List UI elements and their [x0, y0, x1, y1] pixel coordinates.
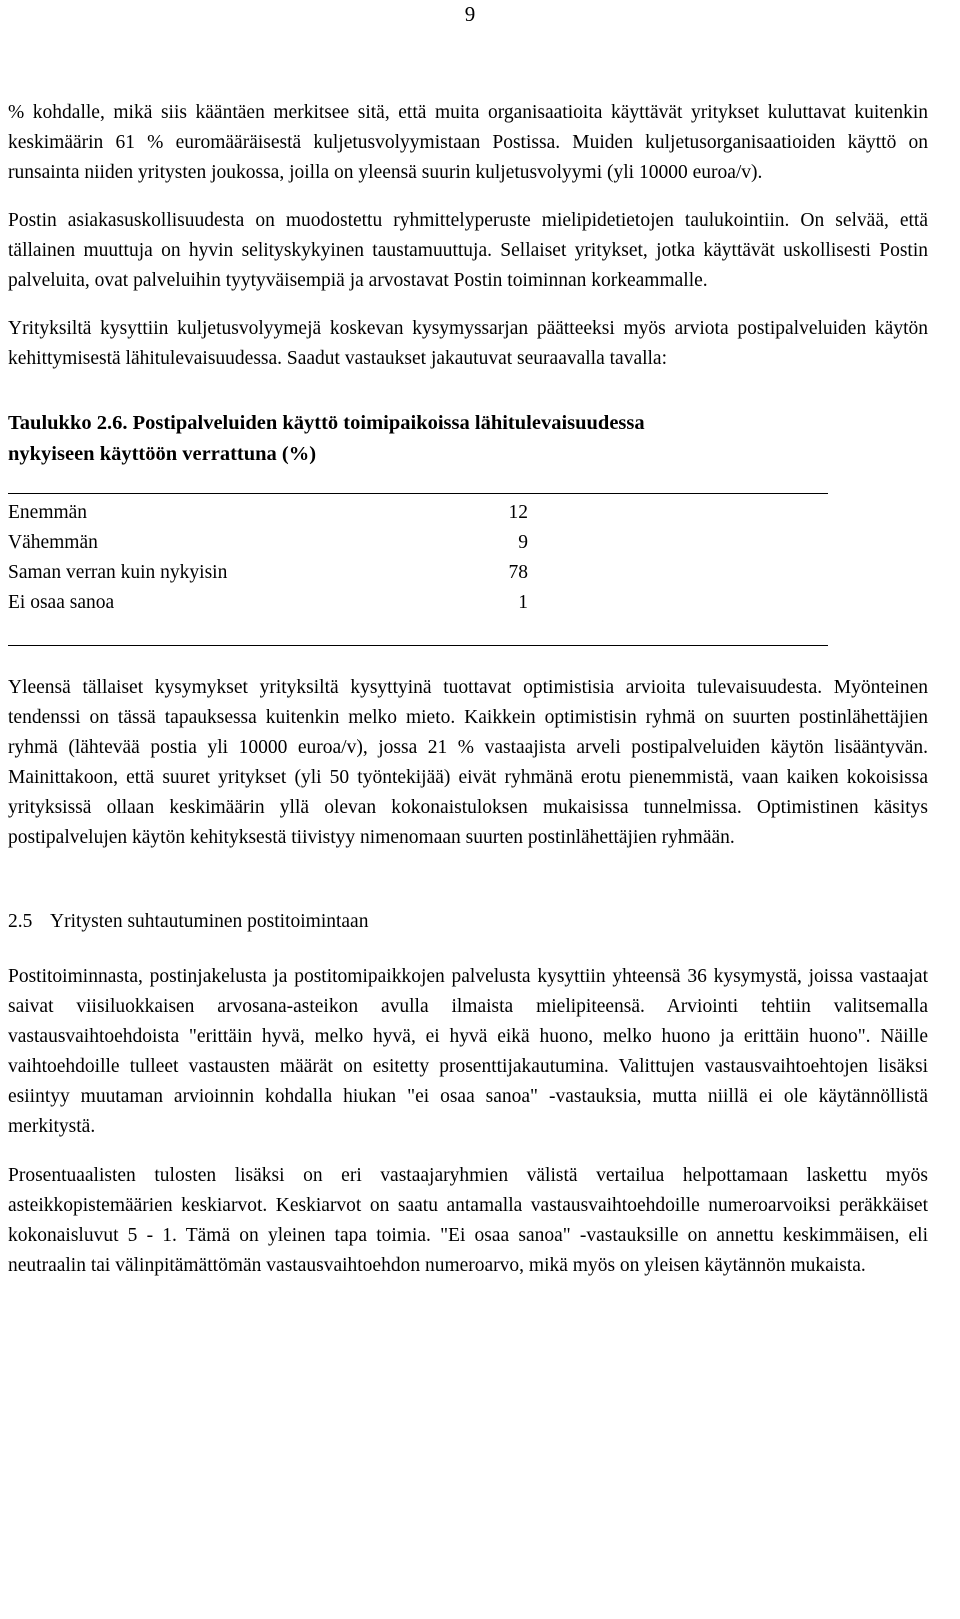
page-number: 9 — [464, 2, 476, 26]
table-row — [8, 528, 928, 558]
row-label: Enemmän — [8, 502, 88, 523]
document-body — [8, 98, 928, 1281]
section-number: 2.5 — [8, 911, 33, 932]
paragraph-rating-scale: Postitoiminnasta, postinjakelusta ja postitomipaikkojen palvelusta kysyttiin yhteensä 36 kysymystä, joissa vastaajat saivat viisiluokkaisen arvosana-asteikon avulla ilmaista mielipiteensä. Arviointi tehtiin valitsemalla vastausvaihtoehdoista "erittäin hyvä, melko hyvä, ei hyvä eikä huono, melko huono ja erittäin huono". Näille vaihtoehdoille tulleet vastausten määrät on esitetty prosenttijakautumina. Valittujen vastausvaihtoehtojen lisäksi esiintyy muutaman arvioinnin kohdalla hiukan "ei osaa sanoa" -vastauksia, mutta niillä ei ole käytännöllistä merkitystä. — [8, 966, 928, 1137]
paragraph-usage-forecast-intro: Yrityksiltä kysyttiin kuljetusvolyymejä koskevan kysymyssarjan päätteeksi myös arviota postipalveluiden käytön kehittymisestä lähitulevaisuudessa. Saadut vastaukset jakautuvat seuraavalla tavalla: — [8, 318, 928, 369]
section-heading — [8, 907, 928, 937]
row-value: 12 — [508, 502, 528, 523]
row-label: Ei osaa sanoa — [8, 592, 115, 613]
row-value: 9 — [518, 532, 528, 553]
paragraph-optimism-discussion: Yleensä tällaiset kysymykset yrityksiltä kysyttyinä tuottavat optimistisia arvioita tulevaisuudesta. Myönteinen tendenssi on tässä tapauksessa kuitenkin melko mieto. Kaikkein optimistisin ryhmä on suurten postinlähettäjien ryhmä (lähtevää postia yli 10000 euroa/v), jossa 21 % vastaajista arveli postipalveluiden käytön lisääntyvän. Mainittakoon, että suuret yritykset (yli 50 työntekijää) eivät ryhmänä erotu pienemmistä, vaan kaiken kokoisissa yrityksissä ollaan keskimäärin yllä olevan kokonaistuloksen mukaisissa tunnelmissa. Optimistinen käsitys postipalvelujen käytön kehityksestä tiivistyy nimenomaan suurten postinlähettäjien ryhmään. — [8, 677, 928, 848]
row-value: 78 — [508, 562, 528, 583]
table-row — [8, 498, 928, 528]
table-caption-line-2: nykyiseen käyttöön verrattuna (%) — [8, 443, 317, 465]
row-label: Saman verran kuin nykyisin — [8, 562, 228, 583]
table-bottom-rule — [8, 645, 828, 646]
table-row — [8, 588, 928, 618]
table-row — [8, 558, 928, 588]
paragraph-volume-share: % kohdalle, mikä siis kääntäen merkitsee sitä, että muita organisaatioita käyttävät yritykset kuluttavat kuitenkin keskimäärin 61 % euromääräisestä kuljetusvolyymistaan Postissa. Muiden kuljetusorganisaatioiden käyttö on runsainta niiden yritysten joukossa, joilla on yleensä suurin kuljetusvolyymi (yli 10000 euroa/v). — [8, 102, 928, 183]
paragraph-customer-loyalty: Postin asiakasuskollisuudesta on muodostettu ryhmittelyperuste mielipidetietojen taulukointiin. On selvää, että tällainen muuttuja on hyvin selityskykyinen taustamuuttuja. Sellaiset yritykset, jotka käyttävät uskollisesti Postin palveluita, ovat palveluihin tyytyväisempiä ja arvostavat Postin toiminnan korkeammalle. — [8, 210, 928, 291]
table-caption — [8, 408, 928, 470]
usage-forecast-table — [8, 498, 928, 618]
row-label: Vähemmän — [8, 532, 98, 553]
table-top-rule — [8, 493, 828, 494]
paragraph-mean-scores: Prosentuaalisten tulosten lisäksi on eri vastaajaryhmien välistä vertailua helpottamaan laskettu myös asteikkopistemäärien keskiarvot. Keskiarvot on saatu antamalla vastausvaihtoehdoille numeroarvoiksi peräkkäiset kokonaisluvut 5 - 1. Tämä on yleinen tapa toimia. "Ei osaa sanoa" -vastauksille on annettu keskimmäisen, eli neutraalin tai välinpitämättömän vastausvaihtoehdon numeroarvo, mikä myös on yleisen käytännön mukaista. — [8, 1165, 928, 1276]
table-caption-line-1: Taulukko 2.6. Postipalveluiden käyttö toimipaikoissa lähitulevaisuudessa — [8, 412, 645, 434]
row-value: 1 — [518, 592, 528, 613]
section-title: Yritysten suhtautuminen postitoimintaan — [50, 911, 369, 932]
